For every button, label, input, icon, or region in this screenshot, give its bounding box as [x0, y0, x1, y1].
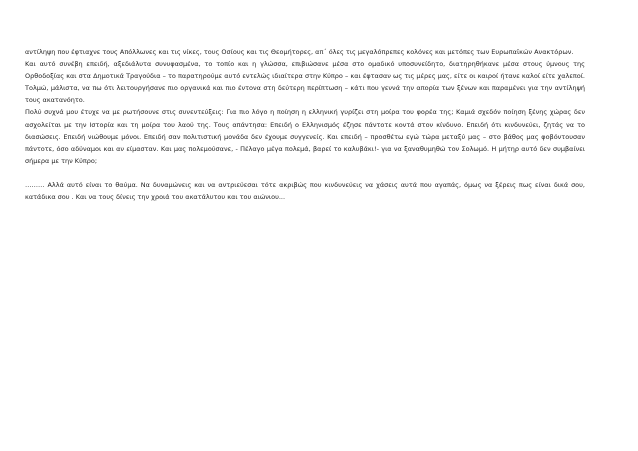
paragraph-interviews: Πολύ συχνά μου έτυχε να με ρωτήσουνε στις συνεντεύξεις: Για πιο λόγο η ποίηση η ελληνική γυρίζει στη μοίρα του φορέα της; Καμιά σχεδόν ποίηση ξένης χώρας δεν ασχολείται με την Ιστορία και τη μοίρα του λαού της. Τους απάντησα: Επειδή ο Ελληνισμός έζησε πάντοτε κοντά στον κίνδυνο. Επειδή ότι κινδυνεύει, ζητάς να το διασώσεις. Επειδή νιώθουμε μόνοι. Επειδή σαν πολιτιστική μονάδα δεν έχουμε συγγενείς. Και επειδή – προσθέτω εγώ τώρα μεταξύ μας – στο βάθος μας φοβόντουσαν πάντοτε, όσο αδύναμοι και αν είμασταν. Και μας πολεμούσανε, - Πέλαγο μέγα πολεμά, βαρεί το καλυβάκι!- για να ξαναθυμηθώ τον Σολωμό. Η μήτηρ αυτό δεν συμβαίνει σήμερα με την Κύπρο;: [25, 108, 585, 165]
body-text: [25, 46, 585, 203]
paragraph-continuation: αντίληψη που έφτιαχνε τους Απόλλωνες και τις νίκες, τους Οσίους και τις Θεομήτορες, απ΄ όλες τις μεγαλόπρεπες κολόνες και μετόπες των Ευρωπαϊκών Ανακτόρων.: [25, 48, 574, 56]
paragraph-landscape-language: Και αυτό συνέβη επειδή, αξεδιάλυτα συνυφασμένα, το τοπίο και η γλώσσα, επιβιώσανε μέσα στο ομαδικό υποσυνείδητο, διατηρηθήκανε μέσα στους ύμνους της Ορθοδοξίας και στα Δημοτικά Τραγούδια – το παρατηρούμε αυτό εντελώς ιδιαίτερα στην Κύπρο – και έφτασαν ως τις μέρες μας, είτε οι καιροί ήτανε καλοί είτε χαλεποί. Τολμώ, μάλιστα, να πω ότι λειτουργήσανε πιο οργανικά και πιο έντονα στη δεύτερη περίπτωση – κάτι που γεννά την απορία των ξένων και παραμένει για την αντίληψή τους ακατανόητο.: [25, 60, 585, 105]
paragraph-miracle: ……… Αλλά αυτό είναι το θαύμα. Να δυναμώνεις και να αντριεύεσαι τότε ακριβώς που κινδυνεύεις να χάσεις αυτά που αγαπάς, όμως να ξέρεις πως είναι δικά σου, κατάδικα σου . Και να τους δίνεις την χροιά του ακατάλυτου και του αιώνιου...: [25, 180, 585, 202]
